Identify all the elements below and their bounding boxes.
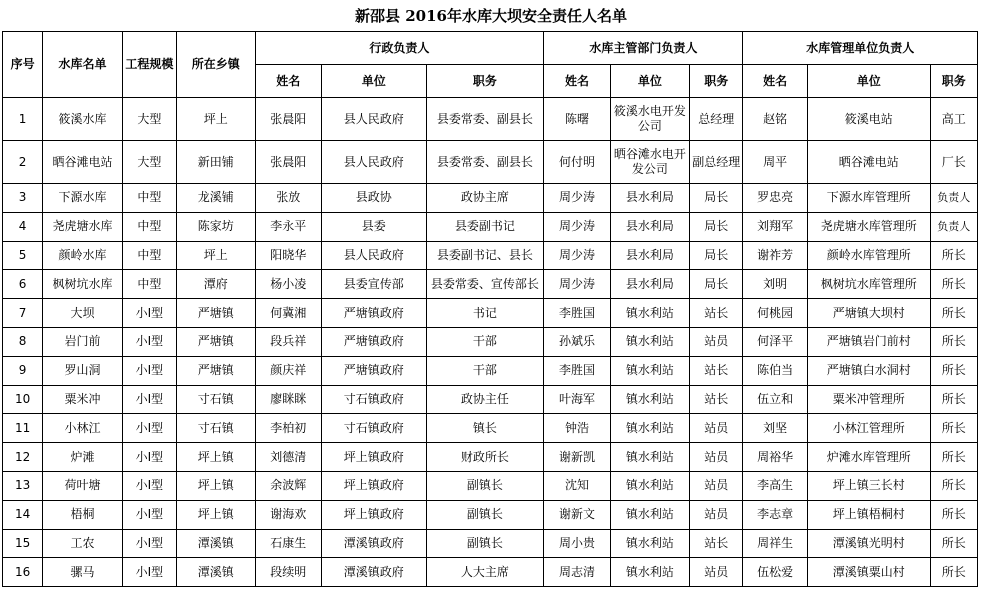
- cell-mgmt-name: 刘坚: [743, 414, 807, 443]
- cell-dept-unit: 晒谷滩水电开发公司: [610, 141, 689, 184]
- cell-mgmt-unit: 严塘镇岩门前村: [807, 327, 930, 356]
- cell-scale: 中型: [122, 212, 176, 241]
- cell-dept-name: 沈知: [544, 471, 610, 500]
- cell-admin-post: 干部: [426, 356, 544, 385]
- cell-mgmt-name: 周祥生: [743, 529, 807, 558]
- cell-dept-unit: 镇水利站: [610, 327, 689, 356]
- cell-admin-unit: 坪上镇政府: [321, 471, 426, 500]
- cell-mgmt-unit: 下源水库管理所: [807, 184, 930, 213]
- cell-admin-unit: 寸石镇政府: [321, 414, 426, 443]
- cell-admin-unit: 县人民政府: [321, 241, 426, 270]
- header-mgmt-name: 姓名: [743, 65, 807, 98]
- cell-dept-name: 陈曙: [544, 98, 610, 141]
- cell-town: 严塘镇: [177, 327, 255, 356]
- cell-dept-name: 谢新凯: [544, 443, 610, 472]
- cell-reservoir: 下源水库: [43, 184, 122, 213]
- header-seq: 序号: [3, 32, 43, 98]
- cell-reservoir: 小林江: [43, 414, 122, 443]
- cell-scale: 中型: [122, 184, 176, 213]
- cell-mgmt-unit: 严塘镇白水洞村: [807, 356, 930, 385]
- cell-admin-unit: 严塘镇政府: [321, 356, 426, 385]
- header-mgmt-unit: 单位: [807, 65, 930, 98]
- cell-seq: 4: [3, 212, 43, 241]
- cell-reservoir: 颜岭水库: [43, 241, 122, 270]
- header-dept-post: 职务: [690, 65, 743, 98]
- header-town: 所在乡镇: [177, 32, 255, 98]
- cell-dept-name: 周少涛: [544, 270, 610, 299]
- cell-mgmt-post: 所长: [930, 385, 977, 414]
- cell-dept-unit: 镇水利站: [610, 471, 689, 500]
- cell-admin-name: 张晨阳: [255, 141, 321, 184]
- cell-dept-post: 站长: [690, 356, 743, 385]
- cell-mgmt-name: 陈伯当: [743, 356, 807, 385]
- cell-admin-unit: 潭溪镇政府: [321, 558, 426, 587]
- cell-dept-post: 站员: [690, 443, 743, 472]
- cell-admin-post: 人大主席: [426, 558, 544, 587]
- cell-dept-post: 总经理: [690, 98, 743, 141]
- cell-dept-post: 局长: [690, 212, 743, 241]
- cell-scale: 小Ⅰ型: [122, 500, 176, 529]
- cell-seq: 11: [3, 414, 43, 443]
- cell-scale: 中型: [122, 270, 176, 299]
- cell-mgmt-unit: 粟米冲管理所: [807, 385, 930, 414]
- cell-admin-unit: 县人民政府: [321, 98, 426, 141]
- cell-admin-unit: 寸石镇政府: [321, 385, 426, 414]
- header-mgmt-post: 职务: [930, 65, 977, 98]
- cell-seq: 10: [3, 385, 43, 414]
- cell-scale: 小Ⅰ型: [122, 443, 176, 472]
- cell-dept-post: 站长: [690, 299, 743, 328]
- cell-admin-unit: 县人民政府: [321, 141, 426, 184]
- cell-scale: 小Ⅰ型: [122, 327, 176, 356]
- cell-admin-post: 县委常委、宣传部长: [426, 270, 544, 299]
- cell-admin-unit: 县委: [321, 212, 426, 241]
- cell-admin-name: 张晨阳: [255, 98, 321, 141]
- cell-admin-post: 书记: [426, 299, 544, 328]
- cell-reservoir: 大坝: [43, 299, 122, 328]
- cell-mgmt-name: 罗忠亮: [743, 184, 807, 213]
- cell-admin-name: 刘德清: [255, 443, 321, 472]
- cell-dept-post: 站员: [690, 471, 743, 500]
- cell-mgmt-unit: 尧虎塘水库管理所: [807, 212, 930, 241]
- cell-admin-name: 李柏初: [255, 414, 321, 443]
- cell-admin-unit: 潭溪镇政府: [321, 529, 426, 558]
- cell-dept-name: 李胜国: [544, 356, 610, 385]
- cell-mgmt-post: 所长: [930, 327, 977, 356]
- cell-reservoir: 岩门前: [43, 327, 122, 356]
- cell-dept-name: 叶海军: [544, 385, 610, 414]
- cell-mgmt-name: 何桃园: [743, 299, 807, 328]
- cell-seq: 3: [3, 184, 43, 213]
- cell-scale: 小Ⅰ型: [122, 385, 176, 414]
- cell-admin-post: 镇长: [426, 414, 544, 443]
- header-reservoir: 水库名单: [43, 32, 122, 98]
- cell-town: 龙溪铺: [177, 184, 255, 213]
- cell-town: 坪上镇: [177, 471, 255, 500]
- cell-scale: 小Ⅰ型: [122, 299, 176, 328]
- cell-dept-post: 局长: [690, 270, 743, 299]
- cell-scale: 小Ⅰ型: [122, 414, 176, 443]
- header-dept-group: 水库主管部门负责人: [544, 32, 743, 65]
- header-admin-post: 职务: [426, 65, 544, 98]
- cell-dept-name: 何付明: [544, 141, 610, 184]
- table-row: [3, 141, 978, 184]
- cell-admin-name: 李永平: [255, 212, 321, 241]
- cell-mgmt-post: 所长: [930, 356, 977, 385]
- cell-dept-post: 副总经理: [690, 141, 743, 184]
- cell-dept-post: 站员: [690, 500, 743, 529]
- cell-dept-name: 周志清: [544, 558, 610, 587]
- cell-mgmt-name: 周裕华: [743, 443, 807, 472]
- cell-dept-name: 周少涛: [544, 212, 610, 241]
- table-row: [3, 327, 978, 356]
- cell-reservoir: 粟米冲: [43, 385, 122, 414]
- header-admin-unit: 单位: [321, 65, 426, 98]
- cell-admin-name: 杨小凌: [255, 270, 321, 299]
- cell-scale: 小Ⅰ型: [122, 529, 176, 558]
- cell-admin-name: 张放: [255, 184, 321, 213]
- cell-dept-unit: 县水利局: [610, 212, 689, 241]
- table-row: [3, 558, 978, 587]
- table-row: [3, 529, 978, 558]
- cell-admin-name: 谢海欢: [255, 500, 321, 529]
- page-title: 新邵县 2016年水库大坝安全责任人名单: [355, 6, 627, 25]
- cell-mgmt-name: 伍松爱: [743, 558, 807, 587]
- cell-admin-unit: 县委宣传部: [321, 270, 426, 299]
- cell-dept-name: 周少涛: [544, 184, 610, 213]
- cell-dept-name: 孙斌乐: [544, 327, 610, 356]
- cell-town: 坪上: [177, 241, 255, 270]
- cell-mgmt-post: 高工: [930, 98, 977, 141]
- cell-admin-post: 县委副书记、县长: [426, 241, 544, 270]
- cell-mgmt-unit: 坪上镇梧桐村: [807, 500, 930, 529]
- cell-reservoir: 荷叶塘: [43, 471, 122, 500]
- cell-town: 严塘镇: [177, 299, 255, 328]
- cell-scale: 大型: [122, 141, 176, 184]
- cell-dept-name: 周少涛: [544, 241, 610, 270]
- header-admin-group: 行政负责人: [255, 32, 544, 65]
- cell-dept-unit: 镇水利站: [610, 558, 689, 587]
- cell-mgmt-unit: 小林江管理所: [807, 414, 930, 443]
- cell-mgmt-name: 伍立和: [743, 385, 807, 414]
- header-row-group: [3, 32, 978, 65]
- cell-mgmt-unit: 筱溪电站: [807, 98, 930, 141]
- table-row: [3, 471, 978, 500]
- cell-mgmt-name: 谢祚芳: [743, 241, 807, 270]
- cell-mgmt-post: 负责人: [930, 184, 977, 213]
- cell-town: 坪上镇: [177, 500, 255, 529]
- cell-admin-unit: 严塘镇政府: [321, 327, 426, 356]
- table-row: [3, 443, 978, 472]
- cell-mgmt-unit: 晒谷滩电站: [807, 141, 930, 184]
- cell-mgmt-unit: 炉滩水库管理所: [807, 443, 930, 472]
- cell-mgmt-post: 所长: [930, 471, 977, 500]
- header-dept-name: 姓名: [544, 65, 610, 98]
- cell-town: 寸石镇: [177, 385, 255, 414]
- table-row: [3, 241, 978, 270]
- header-scale: 工程规模: [122, 32, 176, 98]
- cell-admin-name: 何冀湘: [255, 299, 321, 328]
- cell-admin-post: 副镇长: [426, 471, 544, 500]
- cell-mgmt-post: 厂长: [930, 141, 977, 184]
- cell-mgmt-post: 所长: [930, 500, 977, 529]
- cell-scale: 小Ⅰ型: [122, 558, 176, 587]
- cell-town: 新田铺: [177, 141, 255, 184]
- cell-dept-unit: 镇水利站: [610, 299, 689, 328]
- table-row: [3, 385, 978, 414]
- cell-mgmt-post: 所长: [930, 241, 977, 270]
- cell-seq: 15: [3, 529, 43, 558]
- table-row: [3, 184, 978, 213]
- cell-mgmt-name: 赵铭: [743, 98, 807, 141]
- cell-admin-name: 廖眯眯: [255, 385, 321, 414]
- cell-mgmt-unit: 严塘镇大坝村: [807, 299, 930, 328]
- cell-mgmt-name: 何泽平: [743, 327, 807, 356]
- cell-seq: 12: [3, 443, 43, 472]
- cell-reservoir: 工农: [43, 529, 122, 558]
- cell-mgmt-unit: 枫树坑水库管理所: [807, 270, 930, 299]
- cell-town: 寸石镇: [177, 414, 255, 443]
- cell-admin-post: 县委常委、副县长: [426, 98, 544, 141]
- cell-town: 严塘镇: [177, 356, 255, 385]
- cell-scale: 大型: [122, 98, 176, 141]
- cell-seq: 14: [3, 500, 43, 529]
- cell-admin-name: 余波辉: [255, 471, 321, 500]
- cell-mgmt-unit: 坪上镇三长村: [807, 471, 930, 500]
- cell-dept-post: 站长: [690, 385, 743, 414]
- table-row: [3, 98, 978, 141]
- cell-admin-unit: 坪上镇政府: [321, 443, 426, 472]
- cell-mgmt-post: 所长: [930, 414, 977, 443]
- cell-reservoir: 筱溪水库: [43, 98, 122, 141]
- cell-admin-name: 阳晓华: [255, 241, 321, 270]
- cell-mgmt-name: 李志章: [743, 500, 807, 529]
- cell-mgmt-name: 刘明: [743, 270, 807, 299]
- cell-reservoir: 枫树坑水库: [43, 270, 122, 299]
- cell-mgmt-unit: 潭溪镇光明村: [807, 529, 930, 558]
- cell-dept-unit: 县水利局: [610, 241, 689, 270]
- cell-seq: 7: [3, 299, 43, 328]
- cell-seq: 16: [3, 558, 43, 587]
- cell-town: 潭溪镇: [177, 529, 255, 558]
- cell-mgmt-post: 所长: [930, 529, 977, 558]
- cell-reservoir: 晒谷滩电站: [43, 141, 122, 184]
- cell-admin-post: 副镇长: [426, 529, 544, 558]
- cell-dept-name: 李胜国: [544, 299, 610, 328]
- cell-dept-unit: 筱溪水电开发公司: [610, 98, 689, 141]
- responsibility-table: [2, 31, 978, 587]
- cell-reservoir: 尧虎塘水库: [43, 212, 122, 241]
- cell-dept-post: 局长: [690, 241, 743, 270]
- cell-mgmt-post: 所长: [930, 270, 977, 299]
- table-row: [3, 414, 978, 443]
- cell-dept-unit: 镇水利站: [610, 356, 689, 385]
- cell-dept-unit: 镇水利站: [610, 443, 689, 472]
- cell-mgmt-post: 负责人: [930, 212, 977, 241]
- cell-scale: 小Ⅰ型: [122, 471, 176, 500]
- table-row: [3, 270, 978, 299]
- cell-mgmt-name: 刘翔军: [743, 212, 807, 241]
- cell-town: 坪上镇: [177, 443, 255, 472]
- cell-mgmt-unit: 潭溪镇粟山村: [807, 558, 930, 587]
- cell-seq: 2: [3, 141, 43, 184]
- cell-reservoir: 梧桐: [43, 500, 122, 529]
- cell-dept-post: 站长: [690, 529, 743, 558]
- header-mgmt-group: 水库管理单位负责人: [743, 32, 978, 65]
- cell-dept-post: 局长: [690, 184, 743, 213]
- cell-dept-unit: 镇水利站: [610, 414, 689, 443]
- cell-admin-name: 石康生: [255, 529, 321, 558]
- cell-dept-unit: 镇水利站: [610, 529, 689, 558]
- cell-admin-post: 财政所长: [426, 443, 544, 472]
- table-row: [3, 299, 978, 328]
- cell-admin-post: 县委副书记: [426, 212, 544, 241]
- cell-admin-name: 段续明: [255, 558, 321, 587]
- cell-mgmt-post: 所长: [930, 299, 977, 328]
- cell-mgmt-post: 所长: [930, 558, 977, 587]
- cell-town: 潭府: [177, 270, 255, 299]
- table-row: [3, 356, 978, 385]
- header-admin-name: 姓名: [255, 65, 321, 98]
- cell-dept-post: 站员: [690, 327, 743, 356]
- cell-town: 坪上: [177, 98, 255, 141]
- cell-admin-post: 县委常委、副县长: [426, 141, 544, 184]
- cell-dept-unit: 县水利局: [610, 184, 689, 213]
- cell-seq: 5: [3, 241, 43, 270]
- cell-dept-name: 周小贵: [544, 529, 610, 558]
- cell-reservoir: 骡马: [43, 558, 122, 587]
- cell-seq: 1: [3, 98, 43, 141]
- cell-dept-name: 谢新文: [544, 500, 610, 529]
- cell-admin-post: 干部: [426, 327, 544, 356]
- cell-dept-post: 站员: [690, 414, 743, 443]
- cell-reservoir: 罗山洞: [43, 356, 122, 385]
- cell-mgmt-name: 周平: [743, 141, 807, 184]
- cell-town: 潭溪镇: [177, 558, 255, 587]
- cell-seq: 9: [3, 356, 43, 385]
- cell-scale: 小Ⅰ型: [122, 356, 176, 385]
- cell-seq: 8: [3, 327, 43, 356]
- cell-mgmt-name: 李高生: [743, 471, 807, 500]
- cell-dept-unit: 县水利局: [610, 270, 689, 299]
- cell-dept-unit: 镇水利站: [610, 500, 689, 529]
- cell-seq: 13: [3, 471, 43, 500]
- cell-admin-name: 段兵祥: [255, 327, 321, 356]
- cell-admin-unit: 县政协: [321, 184, 426, 213]
- table-row: [3, 500, 978, 529]
- cell-admin-unit: 严塘镇政府: [321, 299, 426, 328]
- cell-mgmt-post: 所长: [930, 443, 977, 472]
- cell-admin-post: 副镇长: [426, 500, 544, 529]
- table-row: [3, 212, 978, 241]
- cell-town: 陈家坊: [177, 212, 255, 241]
- cell-admin-post: 政协主席: [426, 184, 544, 213]
- cell-admin-name: 颜庆祥: [255, 356, 321, 385]
- cell-dept-unit: 镇水利站: [610, 385, 689, 414]
- cell-admin-post: 政协主任: [426, 385, 544, 414]
- cell-dept-post: 站员: [690, 558, 743, 587]
- header-dept-unit: 单位: [610, 65, 689, 98]
- cell-admin-unit: 坪上镇政府: [321, 500, 426, 529]
- cell-dept-name: 钟浩: [544, 414, 610, 443]
- cell-scale: 中型: [122, 241, 176, 270]
- cell-seq: 6: [3, 270, 43, 299]
- cell-mgmt-unit: 颜岭水库管理所: [807, 241, 930, 270]
- cell-reservoir: 炉滩: [43, 443, 122, 472]
